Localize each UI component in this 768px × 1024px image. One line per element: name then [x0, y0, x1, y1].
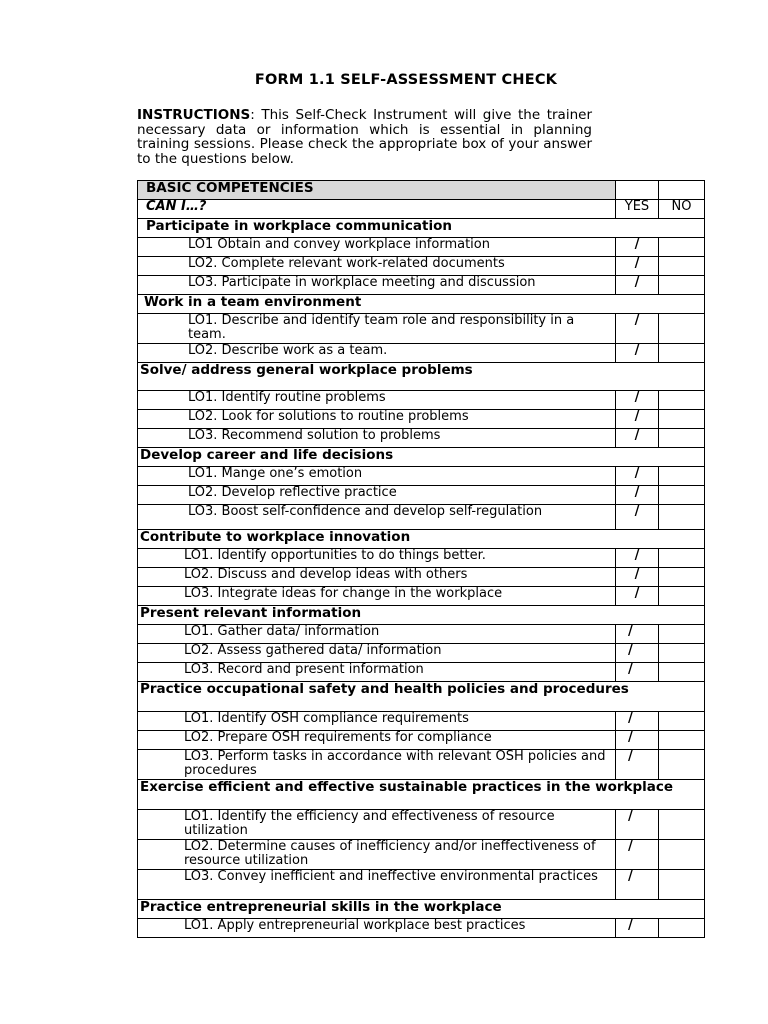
no-check[interactable] — [659, 467, 705, 486]
section-title: Contribute to workplace innovation — [138, 530, 705, 549]
table-row — [138, 750, 705, 780]
no-check[interactable] — [659, 429, 705, 448]
instructions-label: INSTRUCTIONS — [137, 107, 251, 123]
table-row — [138, 731, 705, 750]
section-row — [138, 295, 705, 314]
no-check[interactable] — [659, 410, 705, 429]
no-check[interactable] — [659, 257, 705, 276]
table-row — [138, 429, 705, 448]
no-check[interactable] — [659, 840, 705, 870]
no-check[interactable] — [659, 568, 705, 587]
table-row — [138, 257, 705, 276]
yes-check[interactable]: / — [616, 870, 659, 900]
basic-competencies-header: BASIC COMPETENCIES — [138, 181, 616, 200]
yes-check[interactable]: / — [616, 810, 659, 840]
yes-check[interactable]: / — [616, 410, 659, 429]
yes-check[interactable]: / — [616, 314, 659, 344]
no-check[interactable] — [659, 549, 705, 568]
lo-item: LO2. Develop reflective practice — [138, 486, 616, 505]
no-check[interactable] — [659, 344, 705, 363]
no-check[interactable] — [659, 391, 705, 410]
lo-item: LO2. Look for solutions to routine problems — [138, 410, 616, 429]
no-check[interactable] — [659, 663, 705, 682]
instructions-paragraph — [137, 108, 592, 166]
yes-check[interactable]: / — [616, 840, 659, 870]
lo-item: LO2. Determine causes of inefficiency and/or ineffectiveness of resource utilization — [138, 840, 616, 870]
lo-item: LO3. Convey inefficient and ineffective environmental practices — [138, 870, 616, 900]
no-check[interactable] — [659, 625, 705, 644]
yes-check[interactable]: / — [616, 750, 659, 780]
section-row — [138, 219, 705, 238]
table-row — [138, 276, 705, 295]
table-row — [138, 587, 705, 606]
lo-item: LO3. Perform tasks in accordance with relevant OSH policies and procedures — [138, 750, 616, 780]
lo-item: LO2. Prepare OSH requirements for compliance — [138, 731, 616, 750]
no-check[interactable] — [659, 750, 705, 780]
lo-item: LO1. Identify OSH compliance requirements — [138, 712, 616, 731]
table-row — [138, 486, 705, 505]
table-row — [138, 568, 705, 587]
can-i-row — [138, 200, 705, 219]
table-row — [138, 663, 705, 682]
table-row — [138, 505, 705, 530]
can-i-label: CAN I…? — [138, 200, 616, 219]
yes-check[interactable]: / — [616, 549, 659, 568]
lo-item: LO3. Boost self-confidence and develop self-regulation — [138, 505, 616, 530]
instructions-text: : This Self-Check Instrument will give the trainer necessary data or information which is essential in planning training sessions. Please check the appropriate box of your answer to the questions below. — [137, 107, 592, 167]
yes-column-header: YES — [616, 200, 659, 219]
section-row — [138, 780, 705, 810]
table-row — [138, 410, 705, 429]
yes-check[interactable]: / — [616, 568, 659, 587]
no-check[interactable] — [659, 587, 705, 606]
table-row — [138, 314, 705, 344]
form-title: FORM 1.1 SELF-ASSESSMENT CHECK — [254, 72, 558, 88]
section-row — [138, 900, 705, 919]
table-row — [138, 870, 705, 900]
yes-check[interactable]: / — [616, 625, 659, 644]
no-check[interactable] — [659, 731, 705, 750]
no-check[interactable] — [659, 870, 705, 900]
yes-check[interactable]: / — [616, 731, 659, 750]
yes-check[interactable]: / — [616, 712, 659, 731]
yes-check[interactable]: / — [616, 429, 659, 448]
no-check[interactable] — [659, 644, 705, 663]
table-row — [138, 919, 705, 938]
table-row — [138, 344, 705, 363]
section-title: Practice entrepreneurial skills in the workplace — [138, 900, 705, 919]
lo-item: LO1. Identify opportunities to do things better. — [138, 549, 616, 568]
lo-item: LO3. Participate in workplace meeting and discussion — [138, 276, 616, 295]
table-row — [138, 712, 705, 731]
yes-check[interactable]: / — [616, 257, 659, 276]
no-check[interactable] — [659, 712, 705, 731]
section-row — [138, 682, 705, 712]
yes-check[interactable]: / — [616, 663, 659, 682]
section-title: Solve/ address general workplace problems — [138, 363, 705, 391]
lo-item: LO2. Assess gathered data/ information — [138, 644, 616, 663]
section-title: Develop career and life decisions — [138, 448, 705, 467]
yes-check[interactable]: / — [616, 486, 659, 505]
lo-item: LO1. Gather data/ information — [138, 625, 616, 644]
no-check[interactable] — [659, 486, 705, 505]
no-check[interactable] — [659, 238, 705, 257]
yes-check[interactable]: / — [616, 238, 659, 257]
lo-item: LO1. Apply entrepreneurial workplace best practices — [138, 919, 616, 938]
yes-check[interactable]: / — [616, 587, 659, 606]
yes-check[interactable]: / — [616, 467, 659, 486]
yes-check[interactable]: / — [616, 505, 659, 530]
no-check[interactable] — [659, 505, 705, 530]
section-title: Present relevant information — [138, 606, 705, 625]
table-row — [138, 840, 705, 870]
lo-item: LO2. Describe work as a team. — [138, 344, 616, 363]
lo-item: LO1 Obtain and convey workplace information — [138, 238, 616, 257]
section-title: Exercise efficient and effective sustainable practices in the workplace — [138, 780, 705, 810]
yes-check[interactable]: / — [616, 344, 659, 363]
self-assessment-table — [137, 180, 705, 938]
section-title: Participate in workplace communication — [138, 219, 705, 238]
table-row — [138, 625, 705, 644]
lo-item: LO2. Discuss and develop ideas with others — [138, 568, 616, 587]
no-check[interactable] — [659, 276, 705, 295]
lo-item: LO3. Record and present information — [138, 663, 616, 682]
lo-item: LO1. Identify the efficiency and effectiveness of resource utilization — [138, 810, 616, 840]
table-row — [138, 391, 705, 410]
table-row — [138, 549, 705, 568]
no-check[interactable] — [659, 810, 705, 840]
section-row — [138, 448, 705, 467]
lo-item: LO2. Complete relevant work-related documents — [138, 257, 616, 276]
lo-item: LO3. Integrate ideas for change in the workplace — [138, 587, 616, 606]
yes-check[interactable]: / — [616, 276, 659, 295]
lo-item: LO1. Describe and identify team role and responsibility in a team. — [138, 314, 616, 344]
no-column-header: NO — [659, 200, 705, 219]
table-row — [138, 467, 705, 486]
section-row — [138, 530, 705, 549]
section-row — [138, 363, 705, 391]
yes-check[interactable]: / — [616, 919, 659, 938]
no-check[interactable] — [659, 314, 705, 344]
lo-item: LO3. Recommend solution to problems — [138, 429, 616, 448]
no-check[interactable] — [659, 919, 705, 938]
table-row — [138, 238, 705, 257]
section-row — [138, 606, 705, 625]
header-row — [138, 181, 705, 200]
lo-item: LO1. Identify routine problems — [138, 391, 616, 410]
section-title: Practice occupational safety and health policies and procedures — [138, 682, 705, 712]
yes-check[interactable]: / — [616, 644, 659, 663]
section-title: Work in a team environment — [138, 295, 705, 314]
yes-check[interactable]: / — [616, 391, 659, 410]
lo-item: LO1. Mange one’s emotion — [138, 467, 616, 486]
table-row — [138, 644, 705, 663]
table-row — [138, 810, 705, 840]
